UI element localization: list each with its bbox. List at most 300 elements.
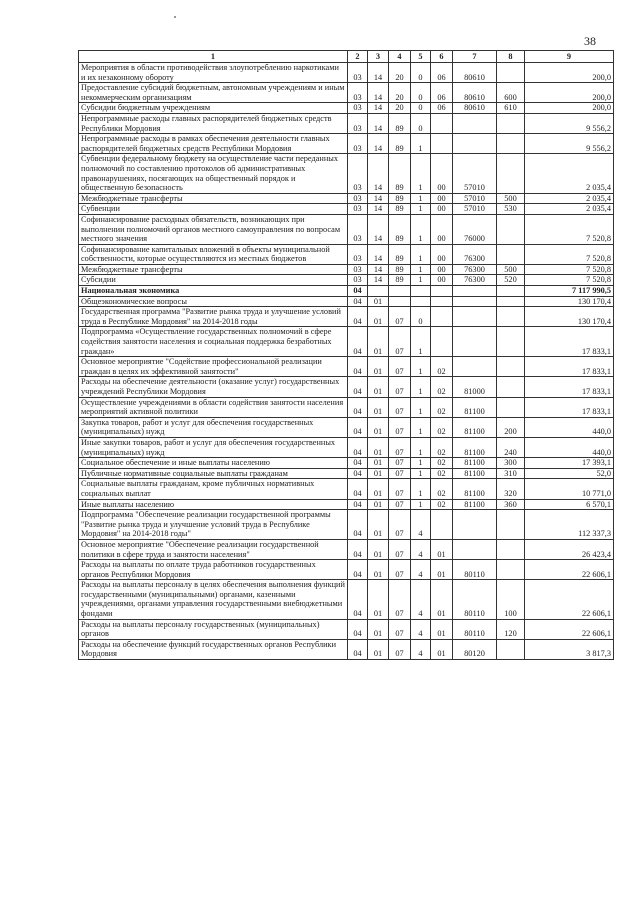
code-col5-cell: 1 — [411, 499, 431, 510]
code-col5-cell: 1 — [411, 134, 431, 154]
code-col2-cell: 04 — [348, 296, 368, 307]
code-col8-cell: 360 — [497, 499, 525, 510]
item-name-cell: Расходы на обеспечение функций государственных органов Республики Мордовия — [79, 639, 348, 659]
code-col4-cell: 89 — [389, 244, 411, 264]
table-row — [79, 580, 614, 619]
code-col7-cell: 81000 — [453, 377, 497, 397]
code-col8-cell: 530 — [497, 204, 525, 215]
table-row — [79, 357, 614, 377]
code-col7-cell: 57010 — [453, 193, 497, 204]
item-name-cell: Иные закупки товаров, работ и услуг для обеспечения государственных (муниципальных) нужд — [79, 437, 348, 457]
code-col3-cell: 01 — [368, 479, 389, 499]
code-col3-cell: 01 — [368, 499, 389, 510]
code-col7-cell: 80110 — [453, 560, 497, 580]
code-col6-cell: 00 — [431, 244, 453, 264]
code-col5-cell: 0 — [411, 103, 431, 114]
code-col6-cell: 02 — [431, 437, 453, 457]
code-col2-cell: 04 — [348, 539, 368, 559]
code-col6-cell: 01 — [431, 619, 453, 639]
code-col5-cell: 4 — [411, 510, 431, 540]
code-col6-cell: 02 — [431, 357, 453, 377]
amount-cell: 17 393,1 — [525, 458, 614, 469]
table-row — [79, 275, 614, 286]
code-col2-cell: 03 — [348, 204, 368, 215]
amount-cell: 22 606,1 — [525, 619, 614, 639]
table-row — [79, 327, 614, 357]
table-row — [79, 468, 614, 479]
amount-cell: 9 556,2 — [525, 134, 614, 154]
amount-cell: 17 833,1 — [525, 327, 614, 357]
code-col2-cell: 04 — [348, 479, 368, 499]
code-col8-cell — [497, 134, 525, 154]
header-cell: 9 — [525, 51, 614, 63]
code-col3-cell — [368, 286, 389, 297]
code-col4-cell: 07 — [389, 307, 411, 327]
code-col8-cell — [497, 560, 525, 580]
item-name-cell: Межбюджетные трансферты — [79, 193, 348, 204]
code-col4-cell: 07 — [389, 468, 411, 479]
code-col2-cell: 03 — [348, 275, 368, 286]
code-col2-cell: 03 — [348, 103, 368, 114]
code-col6-cell: 02 — [431, 468, 453, 479]
code-col7-cell: 76000 — [453, 214, 497, 244]
item-name-cell: Субсидии — [79, 275, 348, 286]
code-col7-cell — [453, 286, 497, 297]
code-col8-cell — [497, 377, 525, 397]
code-col5-cell: 1 — [411, 275, 431, 286]
code-col4-cell: 20 — [389, 63, 411, 83]
code-col8-cell — [497, 154, 525, 193]
code-col5-cell: 1 — [411, 417, 431, 437]
code-col6-cell: 01 — [431, 639, 453, 659]
table-row — [79, 307, 614, 327]
code-col5-cell: 1 — [411, 327, 431, 357]
code-col5-cell: 4 — [411, 560, 431, 580]
code-col5-cell: 1 — [411, 204, 431, 215]
code-col6-cell — [431, 327, 453, 357]
code-col2-cell: 04 — [348, 327, 368, 357]
code-col7-cell: 81100 — [453, 417, 497, 437]
code-col6-cell: 00 — [431, 154, 453, 193]
code-col5-cell: 1 — [411, 479, 431, 499]
code-col2-cell: 04 — [348, 397, 368, 417]
code-col7-cell — [453, 357, 497, 377]
item-name-cell: Субвенции федеральному бюджету на осуществление части переданных полномочий по составлению протоколов об административных правонарушениях, посягающих на общественный порядок и общественную безопасность — [79, 154, 348, 193]
code-col2-cell: 03 — [348, 244, 368, 264]
code-col4-cell: 07 — [389, 539, 411, 559]
code-col4-cell — [389, 286, 411, 297]
code-col4-cell: 89 — [389, 264, 411, 275]
code-col6-cell: 06 — [431, 63, 453, 83]
code-col2-cell: 03 — [348, 154, 368, 193]
code-col6-cell: 02 — [431, 479, 453, 499]
code-col3-cell: 14 — [368, 214, 389, 244]
item-name-cell: Непрограммные расходы главных распорядителей бюджетных средств Республики Мордовия — [79, 113, 348, 133]
item-name-cell: Национальная экономика — [79, 286, 348, 297]
header-cell: 8 — [497, 51, 525, 63]
code-col5-cell: 1 — [411, 377, 431, 397]
budget-table — [78, 50, 614, 660]
table-row — [79, 458, 614, 469]
code-col8-cell: 100 — [497, 580, 525, 619]
code-col3-cell: 01 — [368, 539, 389, 559]
code-col6-cell: 02 — [431, 377, 453, 397]
code-col8-cell — [497, 397, 525, 417]
scan-dot — [174, 16, 176, 18]
table-row — [79, 377, 614, 397]
code-col5-cell — [411, 286, 431, 297]
code-col3-cell: 14 — [368, 204, 389, 215]
item-name-cell: Основное мероприятие "Обеспечение реализации государственной политики в сфере труда и занятости населения" — [79, 539, 348, 559]
code-col8-cell — [497, 286, 525, 297]
code-col4-cell: 07 — [389, 560, 411, 580]
table-row — [79, 499, 614, 510]
amount-cell: 26 423,4 — [525, 539, 614, 559]
table-row — [79, 214, 614, 244]
code-col4-cell: 20 — [389, 103, 411, 114]
amount-cell: 7 520,8 — [525, 244, 614, 264]
table-row — [79, 193, 614, 204]
header-cell: 2 — [348, 51, 368, 63]
code-col8-cell — [497, 539, 525, 559]
code-col4-cell: 89 — [389, 154, 411, 193]
code-col8-cell: 200 — [497, 417, 525, 437]
amount-cell: 130 170,4 — [525, 307, 614, 327]
code-col8-cell: 500 — [497, 264, 525, 275]
code-col2-cell: 04 — [348, 417, 368, 437]
code-col4-cell: 07 — [389, 580, 411, 619]
code-col6-cell — [431, 113, 453, 133]
code-col2-cell: 03 — [348, 63, 368, 83]
amount-cell: 2 035,4 — [525, 154, 614, 193]
code-col5-cell: 4 — [411, 619, 431, 639]
code-col7-cell: 76300 — [453, 275, 497, 286]
code-col5-cell: 0 — [411, 83, 431, 103]
amount-cell: 200,0 — [525, 83, 614, 103]
code-col7-cell: 76300 — [453, 244, 497, 264]
amount-cell: 7 520,8 — [525, 264, 614, 275]
code-col8-cell: 610 — [497, 103, 525, 114]
item-name-cell: Непрограммные расходы в рамках обеспечения деятельности главных распорядителей бюджетных средств Республики Мордовия — [79, 134, 348, 154]
code-col8-cell — [497, 113, 525, 133]
amount-cell: 9 556,2 — [525, 113, 614, 133]
code-col6-cell: 06 — [431, 103, 453, 114]
amount-cell: 130 170,4 — [525, 296, 614, 307]
code-col8-cell: 500 — [497, 193, 525, 204]
code-col4-cell: 07 — [389, 619, 411, 639]
header-cell: 6 — [431, 51, 453, 63]
header-cell: 7 — [453, 51, 497, 63]
code-col5-cell: 4 — [411, 580, 431, 619]
amount-cell: 2 035,4 — [525, 193, 614, 204]
code-col2-cell: 04 — [348, 639, 368, 659]
header-cell: 3 — [368, 51, 389, 63]
code-col2-cell: 03 — [348, 113, 368, 133]
code-col8-cell — [497, 214, 525, 244]
code-col4-cell: 89 — [389, 134, 411, 154]
code-col3-cell: 14 — [368, 134, 389, 154]
table-row — [79, 113, 614, 133]
code-col4-cell: 07 — [389, 327, 411, 357]
code-col7-cell: 81100 — [453, 499, 497, 510]
code-col8-cell: 240 — [497, 437, 525, 457]
code-col3-cell: 14 — [368, 83, 389, 103]
item-name-cell: Осуществление учреждениями в области содействия занятости населения мероприятий активной политики — [79, 397, 348, 417]
item-name-cell: Софинансирование капитальных вложений в объекты муниципальной собственности, которые осуществляются из местных бюджетов — [79, 244, 348, 264]
code-col8-cell — [497, 244, 525, 264]
amount-cell: 112 337,3 — [525, 510, 614, 540]
code-col7-cell: 81100 — [453, 468, 497, 479]
code-col7-cell: 80110 — [453, 580, 497, 619]
code-col6-cell: 01 — [431, 539, 453, 559]
code-col7-cell — [453, 296, 497, 307]
code-col2-cell: 04 — [348, 357, 368, 377]
code-col5-cell: 1 — [411, 468, 431, 479]
item-name-cell: Основное мероприятие "Содействие профессиональной реализации граждан в целях их эффективной занятости" — [79, 357, 348, 377]
code-col2-cell: 04 — [348, 560, 368, 580]
table-row — [79, 437, 614, 457]
code-col2-cell: 04 — [348, 499, 368, 510]
code-col3-cell: 01 — [368, 296, 389, 307]
amount-cell: 7 520,8 — [525, 275, 614, 286]
code-col3-cell: 01 — [368, 468, 389, 479]
code-col2-cell: 03 — [348, 214, 368, 244]
code-col4-cell: 07 — [389, 437, 411, 457]
item-name-cell: Софинансирование расходных обязательств, возникающих при выполнении полномочий органов местного самоуправления по вопросам местного значения — [79, 214, 348, 244]
code-col7-cell — [453, 327, 497, 357]
code-col2-cell: 04 — [348, 580, 368, 619]
item-name-cell: Подпрограмма «Осуществление государственных полномочий в сфере содействия занятости населения и социальная поддержка безработных граждан» — [79, 327, 348, 357]
table-row — [79, 244, 614, 264]
code-col7-cell: 81100 — [453, 479, 497, 499]
code-col8-cell — [497, 307, 525, 327]
code-col6-cell: 02 — [431, 458, 453, 469]
code-col6-cell: 00 — [431, 275, 453, 286]
code-col4-cell: 07 — [389, 499, 411, 510]
item-name-cell: Расходы на выплаты персоналу государственных (муниципальных) органов — [79, 619, 348, 639]
code-col8-cell — [497, 639, 525, 659]
code-col7-cell: 81100 — [453, 437, 497, 457]
table-row — [79, 296, 614, 307]
item-name-cell: Государственная программа "Развитие рынка труда и улучшение условий труда в Республике Мордовия" на 2014-2018 годы — [79, 307, 348, 327]
item-name-cell: Публичные нормативные социальные выплаты гражданам — [79, 468, 348, 479]
code-col7-cell: 57010 — [453, 154, 497, 193]
table-row — [79, 639, 614, 659]
item-name-cell: Субвенции — [79, 204, 348, 215]
code-col7-cell: 80110 — [453, 619, 497, 639]
code-col5-cell: 0 — [411, 63, 431, 83]
table-row — [79, 560, 614, 580]
code-col6-cell: 02 — [431, 417, 453, 437]
table-row — [79, 83, 614, 103]
code-col8-cell — [497, 63, 525, 83]
code-col7-cell — [453, 113, 497, 133]
amount-cell: 3 817,3 — [525, 639, 614, 659]
code-col5-cell: 1 — [411, 193, 431, 204]
code-col6-cell: 00 — [431, 264, 453, 275]
code-col4-cell: 07 — [389, 639, 411, 659]
code-col3-cell: 01 — [368, 458, 389, 469]
code-col4-cell: 89 — [389, 193, 411, 204]
code-col7-cell: 76300 — [453, 264, 497, 275]
table-row — [79, 154, 614, 193]
amount-cell: 10 771,0 — [525, 479, 614, 499]
code-col4-cell: 89 — [389, 113, 411, 133]
amount-cell: 52,0 — [525, 468, 614, 479]
table-row — [79, 619, 614, 639]
item-name-cell: Межбюджетные трансферты — [79, 264, 348, 275]
code-col5-cell: 0 — [411, 307, 431, 327]
code-col3-cell: 14 — [368, 275, 389, 286]
code-col5-cell: 4 — [411, 539, 431, 559]
page-number: 38 — [584, 34, 596, 48]
code-col2-cell: 04 — [348, 458, 368, 469]
code-col7-cell: 81100 — [453, 397, 497, 417]
code-col7-cell: 80610 — [453, 83, 497, 103]
code-col8-cell — [497, 327, 525, 357]
code-col6-cell — [431, 134, 453, 154]
code-col4-cell: 07 — [389, 479, 411, 499]
code-col2-cell: 03 — [348, 193, 368, 204]
code-col2-cell: 03 — [348, 83, 368, 103]
table-row — [79, 63, 614, 83]
code-col3-cell: 01 — [368, 510, 389, 540]
code-col3-cell: 01 — [368, 327, 389, 357]
code-col6-cell: 01 — [431, 580, 453, 619]
code-col7-cell: 80610 — [453, 63, 497, 83]
code-col3-cell: 14 — [368, 193, 389, 204]
code-col3-cell: 01 — [368, 560, 389, 580]
table-row — [79, 397, 614, 417]
code-col6-cell: 01 — [431, 560, 453, 580]
code-col8-cell: 320 — [497, 479, 525, 499]
code-col5-cell: 1 — [411, 264, 431, 275]
code-col8-cell — [497, 357, 525, 377]
code-col2-cell: 04 — [348, 307, 368, 327]
code-col5-cell: 1 — [411, 244, 431, 264]
code-col2-cell: 03 — [348, 134, 368, 154]
code-col5-cell: 1 — [411, 458, 431, 469]
code-col3-cell: 01 — [368, 619, 389, 639]
code-col2-cell: 03 — [348, 264, 368, 275]
code-col3-cell: 14 — [368, 63, 389, 83]
code-col6-cell: 02 — [431, 397, 453, 417]
code-col4-cell: 07 — [389, 458, 411, 469]
code-col4-cell: 20 — [389, 83, 411, 103]
code-col4-cell: 07 — [389, 510, 411, 540]
header-cell: 5 — [411, 51, 431, 63]
table-row — [79, 103, 614, 114]
code-col6-cell: 02 — [431, 499, 453, 510]
amount-cell: 6 570,1 — [525, 499, 614, 510]
code-col2-cell: 04 — [348, 510, 368, 540]
code-col5-cell: 1 — [411, 214, 431, 244]
code-col3-cell: 14 — [368, 113, 389, 133]
code-col8-cell: 300 — [497, 458, 525, 469]
code-col4-cell: 07 — [389, 377, 411, 397]
code-col3-cell: 01 — [368, 307, 389, 327]
code-col3-cell: 01 — [368, 417, 389, 437]
code-col7-cell: 80120 — [453, 639, 497, 659]
item-name-cell: Мероприятия в области противодействия злоупотреблению наркотиками и их незаконному обороту — [79, 63, 348, 83]
amount-cell: 2 035,4 — [525, 204, 614, 215]
code-col2-cell: 04 — [348, 377, 368, 397]
code-col7-cell: 80610 — [453, 103, 497, 114]
item-name-cell: Расходы на выплаты персоналу в целях обеспечения выполнения функций государственными (муниципальными) органами, казенными учреждениями, органами управления государственными внебюджетными фондами — [79, 580, 348, 619]
table-row — [79, 539, 614, 559]
code-col3-cell: 01 — [368, 437, 389, 457]
code-col2-cell: 04 — [348, 468, 368, 479]
code-col4-cell: 89 — [389, 275, 411, 286]
item-name-cell: Предоставление субсидий бюджетным, автономным учреждениям и иным некоммерческим организациям — [79, 83, 348, 103]
code-col7-cell: 57010 — [453, 204, 497, 215]
code-col3-cell: 01 — [368, 397, 389, 417]
code-col7-cell — [453, 134, 497, 154]
code-col4-cell: 07 — [389, 417, 411, 437]
item-name-cell: Социальные выплаты гражданам, кроме публичных нормативных социальных выплат — [79, 479, 348, 499]
amount-cell: 440,0 — [525, 417, 614, 437]
code-col5-cell: 1 — [411, 357, 431, 377]
item-name-cell: Социальное обеспечение и иные выплаты населению — [79, 458, 348, 469]
header-row — [79, 51, 614, 63]
code-col8-cell — [497, 510, 525, 540]
code-col6-cell: 00 — [431, 214, 453, 244]
amount-cell: 17 833,1 — [525, 397, 614, 417]
code-col6-cell: 06 — [431, 83, 453, 103]
code-col3-cell: 01 — [368, 357, 389, 377]
code-col5-cell: 1 — [411, 154, 431, 193]
item-name-cell: Общеэкономические вопросы — [79, 296, 348, 307]
code-col5-cell: 1 — [411, 437, 431, 457]
code-col4-cell: 89 — [389, 214, 411, 244]
code-col3-cell: 14 — [368, 244, 389, 264]
code-col7-cell — [453, 510, 497, 540]
amount-cell: 22 606,1 — [525, 580, 614, 619]
code-col4-cell: 07 — [389, 397, 411, 417]
header-cell: 1 — [79, 51, 348, 63]
table-row — [79, 204, 614, 215]
code-col5-cell: 4 — [411, 639, 431, 659]
code-col6-cell: 00 — [431, 204, 453, 215]
item-name-cell: Субсидии бюджетным учреждениям — [79, 103, 348, 114]
table-row — [79, 479, 614, 499]
code-col4-cell: 89 — [389, 204, 411, 215]
item-name-cell: Подпрограмма "Обеспечение реализации государственной программы "Развитие рынка труда и улучшение условий труда в Республике Мордовия" на 2014-2018 годы" — [79, 510, 348, 540]
amount-cell: 440,0 — [525, 437, 614, 457]
code-col6-cell — [431, 510, 453, 540]
item-name-cell: Расходы на обеспечение деятельности (оказание услуг) государственных учреждений Республики Мордовия — [79, 377, 348, 397]
code-col8-cell: 120 — [497, 619, 525, 639]
code-col3-cell: 01 — [368, 639, 389, 659]
table-row — [79, 286, 614, 297]
item-name-cell: Закупка товаров, работ и услуг для обеспечения государственных (муниципальных) нужд — [79, 417, 348, 437]
header-cell: 4 — [389, 51, 411, 63]
code-col5-cell: 1 — [411, 397, 431, 417]
code-col6-cell — [431, 286, 453, 297]
amount-cell: 7 520,8 — [525, 214, 614, 244]
table-row — [79, 134, 614, 154]
item-name-cell: Иные выплаты населению — [79, 499, 348, 510]
table-row — [79, 510, 614, 540]
code-col8-cell: 520 — [497, 275, 525, 286]
amount-cell: 200,0 — [525, 103, 614, 114]
code-col5-cell — [411, 296, 431, 307]
code-col3-cell: 14 — [368, 154, 389, 193]
code-col4-cell — [389, 296, 411, 307]
code-col3-cell: 14 — [368, 264, 389, 275]
amount-cell: 7 117 990,5 — [525, 286, 614, 297]
code-col6-cell — [431, 307, 453, 327]
